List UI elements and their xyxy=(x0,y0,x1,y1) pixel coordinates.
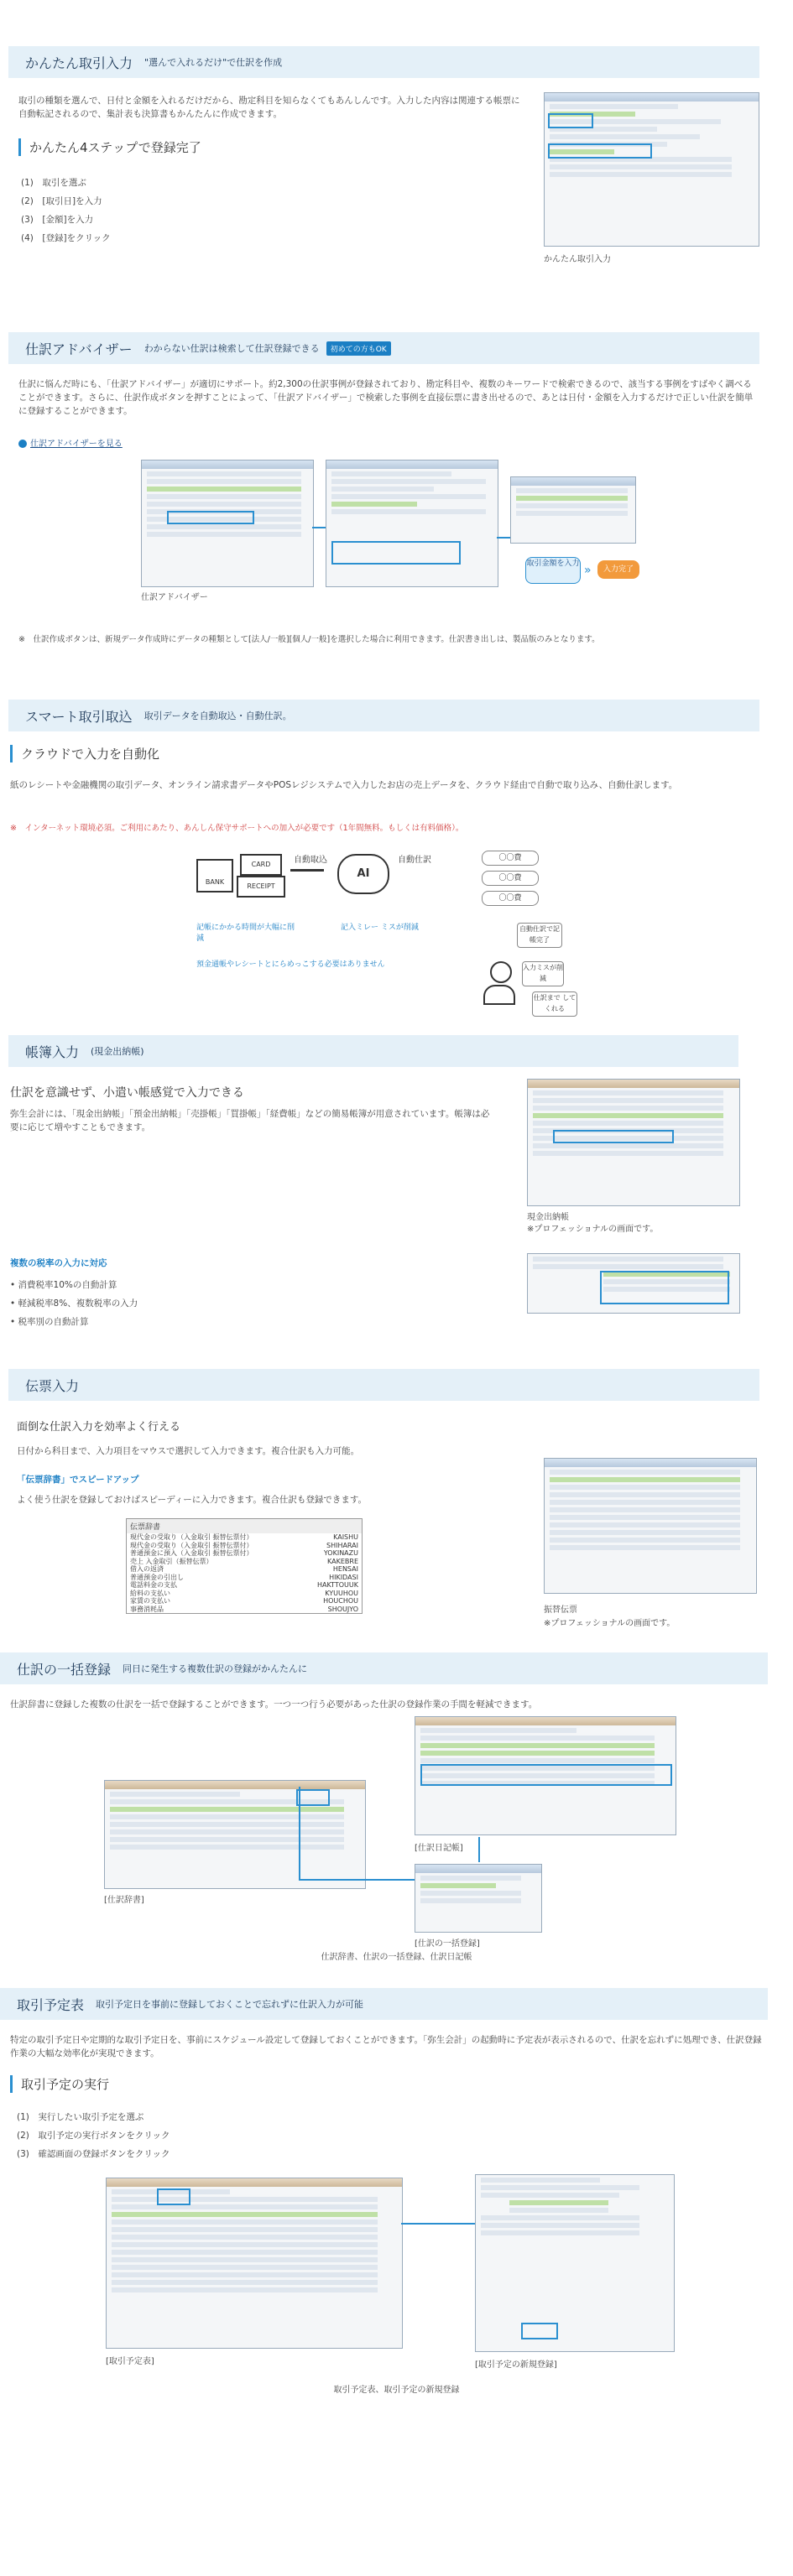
dict-row-code: HIKIDASI xyxy=(329,1573,358,1581)
point-passbook xyxy=(196,958,473,969)
dict-row-name: 給料の支払い xyxy=(130,1589,170,1597)
dict-row-code: HAKTTOUUK xyxy=(317,1581,358,1589)
step-3: (3) [金額]を入力 xyxy=(21,215,94,225)
dict-title: 伝票辞書 xyxy=(127,1519,362,1533)
section-note: ※ インターネット環境必須。ご利用にあたり、あんしん保守サポートへの加入が必要です（1年間無料。もしくは有料価格）。 xyxy=(10,824,464,833)
flow-arrow xyxy=(299,1879,415,1881)
dict-row-name: 事務消耗品 xyxy=(130,1605,164,1613)
step-2: (2) [取引日]を入力 xyxy=(21,196,102,206)
flow-enter-amount: 取引金額を入力 xyxy=(525,557,581,584)
tax-item-text: 消費税率10%の自動計算 xyxy=(18,1280,117,1290)
section-title: 仕訳アドバイザー xyxy=(25,341,133,357)
beginner-badge: 初めての方もOK xyxy=(326,341,391,356)
flow-arrow xyxy=(497,537,510,539)
flow-arrow xyxy=(478,1837,480,1862)
tax-item: • 税率別の自動計算 xyxy=(10,1317,89,1327)
caption-left: [取引予定表] xyxy=(106,2357,154,2366)
dict-row-code: HOUCHOU xyxy=(323,1597,358,1605)
point-text: 記入ミレー ミスが削減 xyxy=(341,924,419,932)
section-title: 伝票入力 xyxy=(25,1377,80,1394)
bank-icon xyxy=(196,859,233,892)
point-mistake xyxy=(341,921,433,932)
section-desc: 紙のレシートや金融機関の取引データ、オンライン請求書データやPOSレジシステムで入力したお店の売上データを、クラウド経由で自動で取り込み、自動仕訳します。 xyxy=(10,780,678,790)
caption: 仕訳辞書、仕訳の一括登録、仕訳日記帳 xyxy=(321,1953,472,1962)
caption-dialog: [仕訳の一括登録] xyxy=(415,1939,480,1949)
sub-heading: 取引予定の実行 xyxy=(10,2075,109,2093)
speech-bubble: 仕訳まで してくれる xyxy=(532,991,577,1017)
dict-row-code: KAISHU xyxy=(333,1533,358,1541)
section-header-smart xyxy=(8,700,759,731)
arrow-circle-icon xyxy=(18,440,27,448)
person-icon xyxy=(483,961,517,1003)
section-subtitle: わからない仕訳は検索して仕訳登録できる xyxy=(143,343,320,354)
caption: 取引予定表、取引予定の新規登録 xyxy=(333,2386,460,2395)
card-label: CARD xyxy=(251,861,271,868)
step-1: (1) 取引を選ぶ xyxy=(21,178,86,188)
flow-arrow xyxy=(299,1787,300,1881)
section-desc: 特定の取引予定日や定期的な取引予定日を、事前にスケジュール設定して登録しておくことができます。「弥生会計」の起動時に予定表が表示されるので、仕訳を忘れずに処理でき、仕訳登録作業の大幅な効率化が実現できます。 xyxy=(10,2035,762,2058)
bank-label: BANK xyxy=(205,878,225,886)
section-header-bulk xyxy=(0,1652,768,1684)
cost-item: 〇〇費 xyxy=(482,891,539,906)
screenshot-journal-slip xyxy=(510,476,636,544)
point-time xyxy=(196,921,297,943)
dict-row[interactable] xyxy=(127,1605,362,1614)
section-subtitle: 取引データを自動取込・自動仕訳。 xyxy=(143,710,292,721)
ai-label: AI xyxy=(357,867,370,880)
screenshot-bulk-register xyxy=(415,1864,542,1933)
dict-row-code: SHOUJYO xyxy=(327,1605,358,1613)
section-title: スマート取引取込 xyxy=(25,708,133,725)
section-header-slip xyxy=(8,1369,759,1401)
section-title: 仕訳の一括登録 xyxy=(17,1661,112,1678)
caption: かんたん取引入力 xyxy=(544,255,611,264)
link-label: 仕訳アドバイザーを見る xyxy=(30,440,123,449)
dict-row[interactable] xyxy=(127,1581,362,1590)
dict-row-code: SHIHARAI xyxy=(326,1541,358,1549)
sub-heading: 仕訳を意識せず、小遣い帳感覚で入力できる xyxy=(10,1086,244,1100)
sub-heading: かんたん4ステップで登録完了 xyxy=(18,138,201,156)
caption-right: [取引予定の新規登録] xyxy=(475,2360,557,2370)
dict-row[interactable] xyxy=(127,1574,362,1582)
dict-row[interactable] xyxy=(127,1597,362,1605)
dict-list xyxy=(126,1518,363,1614)
dict-row[interactable] xyxy=(127,1558,362,1566)
section-desc: 仕訳辞書に登録した複数の仕訳を一括で登録することができます。一つ一つ行う必要があった仕訳の登録作業の手間を軽減できます。 xyxy=(10,1699,538,1710)
screenshot-schedule-list xyxy=(106,2178,403,2349)
section-note: ※ 仕訳作成ボタンは、新規データ作成時にデータの種類として[法人/一般][個人/一般]を選択した場合に利用できます。仕訳書き出しは、製品版のみとなります。 xyxy=(18,635,600,644)
screenshot-journal-ledger xyxy=(415,1716,676,1835)
sub-heading: クラウドで入力を自動化 xyxy=(10,745,159,762)
dict-desc: よく使う仕訳を登録しておけばスピーディーに入力できます。複合仕訳も登録できます。 xyxy=(17,1495,368,1505)
ai-cloud-icon xyxy=(337,854,389,894)
dict-row-name: 売上 入金取引（振替伝票） xyxy=(130,1557,213,1565)
dict-row[interactable] xyxy=(127,1590,362,1598)
tax-item: • 消費税率10%の自動計算 xyxy=(10,1280,117,1290)
screenshot-advisor-list xyxy=(141,460,314,587)
dict-row-name: 借入の返済 xyxy=(130,1565,164,1573)
section-title: 帳簿入力 xyxy=(25,1043,80,1060)
tax-item-text: 税率別の自動計算 xyxy=(18,1317,89,1327)
tax-item: • 軽減税率8%、複数税率の入力 xyxy=(10,1298,138,1309)
flow-arrow xyxy=(312,527,326,528)
section-header-ledger xyxy=(8,1035,738,1067)
screenshot-schedule-new xyxy=(475,2174,675,2352)
section-desc: 日付から科目まで、入力項目をマウスで選択して入力できます。複合仕訳も入力可能。 xyxy=(17,1446,360,1456)
point-text: 記帳にかかる時間が大幅に削減 xyxy=(196,924,295,943)
speech-bubble: 入力ミスが削減 xyxy=(522,961,564,986)
step-2: (2) 取引予定の実行ボタンをクリック xyxy=(17,2131,170,2141)
receipt-label: RECEIPT xyxy=(247,882,275,890)
dict-row[interactable] xyxy=(127,1542,362,1550)
screenshot-advisor-detail xyxy=(326,460,498,587)
auto-import-label: 自動取込 xyxy=(294,856,327,865)
caption-right: [仕訳日記帳] xyxy=(415,1844,463,1853)
dict-row-code: KYUUHOU xyxy=(325,1589,358,1597)
advisor-link[interactable] xyxy=(18,436,123,449)
dict-row-name: 電話料金の支払 xyxy=(130,1581,177,1589)
dict-heading: 「伝票辞書」でスピードアップ xyxy=(17,1475,139,1485)
section-desc: 弥生会計には、「現金出納帳」「預金出納帳」「売掛帳」「買掛帳」「経費帳」などの簡易帳簿が用意されています。帳簿は必要に応じて増やすこともできます。 xyxy=(10,1109,490,1132)
caption: 仕訳アドバイザー xyxy=(141,593,208,602)
dict-row[interactable] xyxy=(127,1549,362,1558)
dict-row-code: YOKINAZU xyxy=(323,1549,358,1557)
section-header-kantan xyxy=(8,46,759,78)
cost-item: 〇〇費 xyxy=(482,851,539,866)
step-3: (3) 確認画面の登録ボタンをクリック xyxy=(17,2149,170,2159)
dict-row-name: 普通預金に預入（入金取引 振替伝票付） xyxy=(130,1549,253,1557)
dict-row-name: 現代金の受取り（入金取引 振替伝票付） xyxy=(130,1533,253,1541)
caption: 振替伝票 xyxy=(544,1605,577,1615)
section-subtitle: 取引予定日を事前に登録しておくことで忘れずに仕訳入力が可能 xyxy=(96,1999,364,2010)
screenshot-tax-rates xyxy=(527,1253,740,1314)
flow-arrow xyxy=(401,2223,477,2225)
section-subtitle: (現金出納帳) xyxy=(91,1046,144,1057)
caption: 現金出納帳 xyxy=(527,1213,569,1222)
screenshot-kantan-input xyxy=(544,92,759,247)
flow-done: 入力完了 xyxy=(597,560,639,579)
card-icon xyxy=(240,854,282,876)
tax-item-text: 軽減税率8%、複数税率の入力 xyxy=(18,1298,138,1309)
dict-row[interactable] xyxy=(127,1565,362,1574)
caption-left: [仕訳辞書] xyxy=(104,1896,144,1905)
screenshot-cash-book xyxy=(527,1079,740,1206)
auto-journal-label: 自動仕訳 xyxy=(398,856,431,865)
dict-row-code: KAKEBRE xyxy=(327,1557,358,1565)
section-title: 取引予定表 xyxy=(17,1996,85,2013)
dict-row-name: 普通預金の引出し xyxy=(130,1573,184,1581)
section-desc: 仕訳に悩んだ時にも、「仕訳アドバイザー」が適切にサポート。約2,300の仕訳事例が登録されており、勘定科目や、複数のキーワードで検索できるので、該当する事例をすばやく調べることができます。さらに、仕訳作成ボタンを押すことによって、「仕訳アドバイザー」で検索した事例を直接伝票に書き出せるので、あとは日付・金額を入力するだけで正しい仕訳を簡単に登録することができます。 xyxy=(18,379,754,416)
section-desc: 取引の種類を選んで、日付と金額を入れるだけだから、勘定科目を知らなくてもあんしんです。入力した内容は関連する帳票に自動転記されるので、集計表も決算書もかんたんに作成できます。 xyxy=(18,96,520,119)
receipt-icon xyxy=(237,876,285,898)
step-4: (4) [登録]をクリック xyxy=(21,233,111,243)
sub-heading: 面倒な仕訳入力を効率よく行える xyxy=(17,1421,181,1434)
dict-row-name: 家賃の支払い xyxy=(130,1597,170,1605)
double-chevron-icon: » xyxy=(584,564,592,577)
tax-heading: 複数の税率の入力に対応 xyxy=(10,1258,107,1268)
step-1: (1) 実行したい取引予定を選ぶ xyxy=(17,2112,144,2122)
speech-bubble: 自動仕訳で記帳完了 xyxy=(517,923,562,948)
screenshot-journal-dict xyxy=(104,1780,366,1889)
caption-note: ※プロフェッショナルの画面です。 xyxy=(544,1619,676,1628)
section-subtitle: "選んで入れるだけ"で仕訳を作成 xyxy=(144,57,283,68)
section-header-advisor xyxy=(8,332,759,364)
dict-row-code: HENSAI xyxy=(332,1565,358,1573)
dict-row-name: 現代金の受取り（入金取引 振替伝票付） xyxy=(130,1541,253,1549)
dict-row[interactable] xyxy=(127,1533,362,1542)
point-text: 預金通帳やレシートとにらめっこする必要はありません xyxy=(196,960,385,969)
arrow-right-icon xyxy=(290,869,324,872)
caption-note: ※プロフェッショナルの画面です。 xyxy=(527,1225,659,1234)
screenshot-transfer-slip xyxy=(544,1458,757,1594)
section-subtitle: 同日に発生する複数仕訳の登録がかんたんに xyxy=(123,1663,308,1674)
section-title: かんたん取引入力 xyxy=(25,55,133,71)
cost-item: 〇〇費 xyxy=(482,871,539,886)
section-header-schedule xyxy=(0,1988,768,2020)
